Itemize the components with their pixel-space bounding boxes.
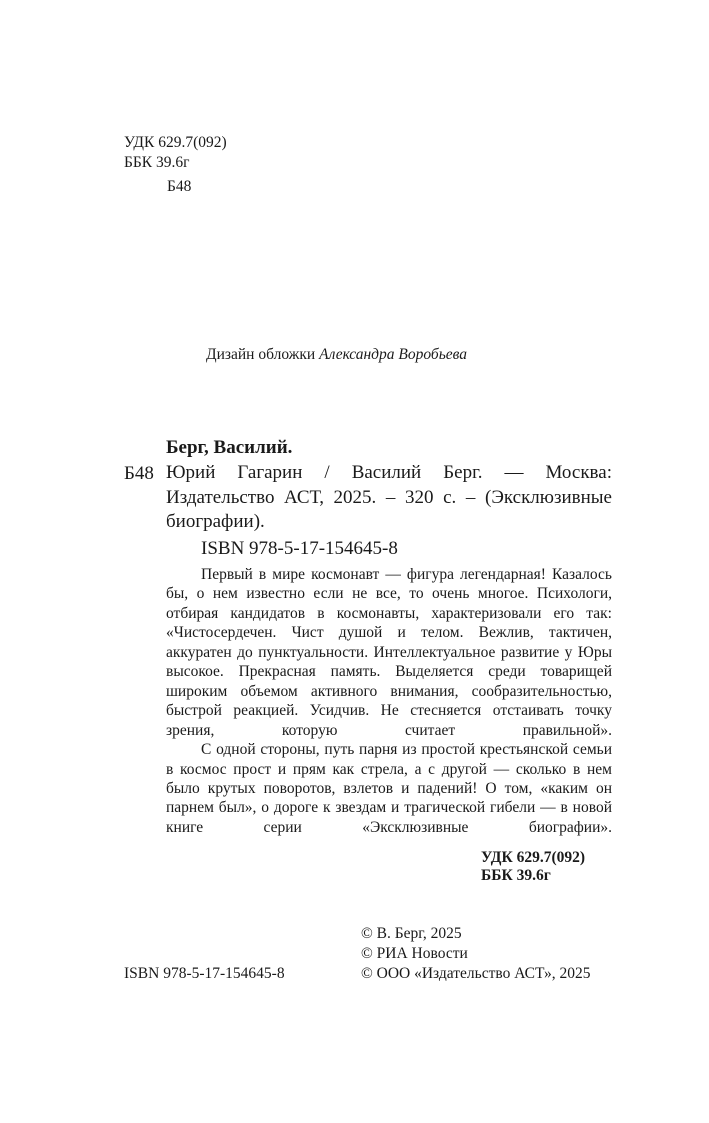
cover-design-label: Дизайн обложки <box>206 346 316 363</box>
cover-design-credit <box>206 345 467 366</box>
cover-designer-name: Александра Воробьева <box>319 346 468 363</box>
bbk-code: ББК 39.6г <box>124 154 190 171</box>
isbn-footer: ISBN 978-5-17-154645-8 <box>124 965 285 982</box>
annotation <box>166 565 612 837</box>
udk-code: УДК 629.7(092) <box>124 134 227 151</box>
copyright-line: © ООО «Издательство АСТ», 2025 <box>361 965 591 982</box>
author-heading: Берг, Василий. <box>166 437 293 458</box>
bibliographic-description: Юрий Гагарин / Василий Берг. — Москва: Издательство АСТ, 2025. – 320 с. – (Эксклюзивные биографии). <box>166 462 612 532</box>
isbn-main: ISBN 978-5-17-154645-8 <box>201 538 398 559</box>
copyright-line: © В. Берг, 2025 <box>361 925 462 942</box>
annotation-paragraph: Первый в мире космонавт — фигура легендарная! Казалось бы, о нем известно если не все, то очень многое. Психологи, отбирая кандидатов в космонавты, характеризовали его так: «Чистосердечен. Чист душой и телом. Вежлив, тактичен, аккуратен до пунктуальности. Интеллектуальное развитие у Юры высокое. Прекрасная память. Выделяется среди товарищей широким объемом активного внимания, сообразительностью, быстрой реакцией. Усидчив. Не стесняется отстаивать точку зрения, которую считает правильной». <box>166 566 612 739</box>
classification-udk: УДК 629.7(092) <box>481 849 586 866</box>
author-mark: Б48 <box>167 178 192 195</box>
annotation-paragraph: С одной стороны, путь парня из простой крестьянской семьи в космос прост и прям как стрела, а с другой — сколько в нем было крутых поворотов, взлетов и падений! О том, «каким он парнем был», о дороге к звездам и трагической гибели — в новой книге серии «Эксклюзивные биографии». <box>166 741 612 836</box>
bibliographic-author-mark: Б48 <box>124 463 154 484</box>
copyright-line: © РИА Новости <box>361 945 468 962</box>
classification-bbk: ББК 39.6г <box>481 867 551 884</box>
